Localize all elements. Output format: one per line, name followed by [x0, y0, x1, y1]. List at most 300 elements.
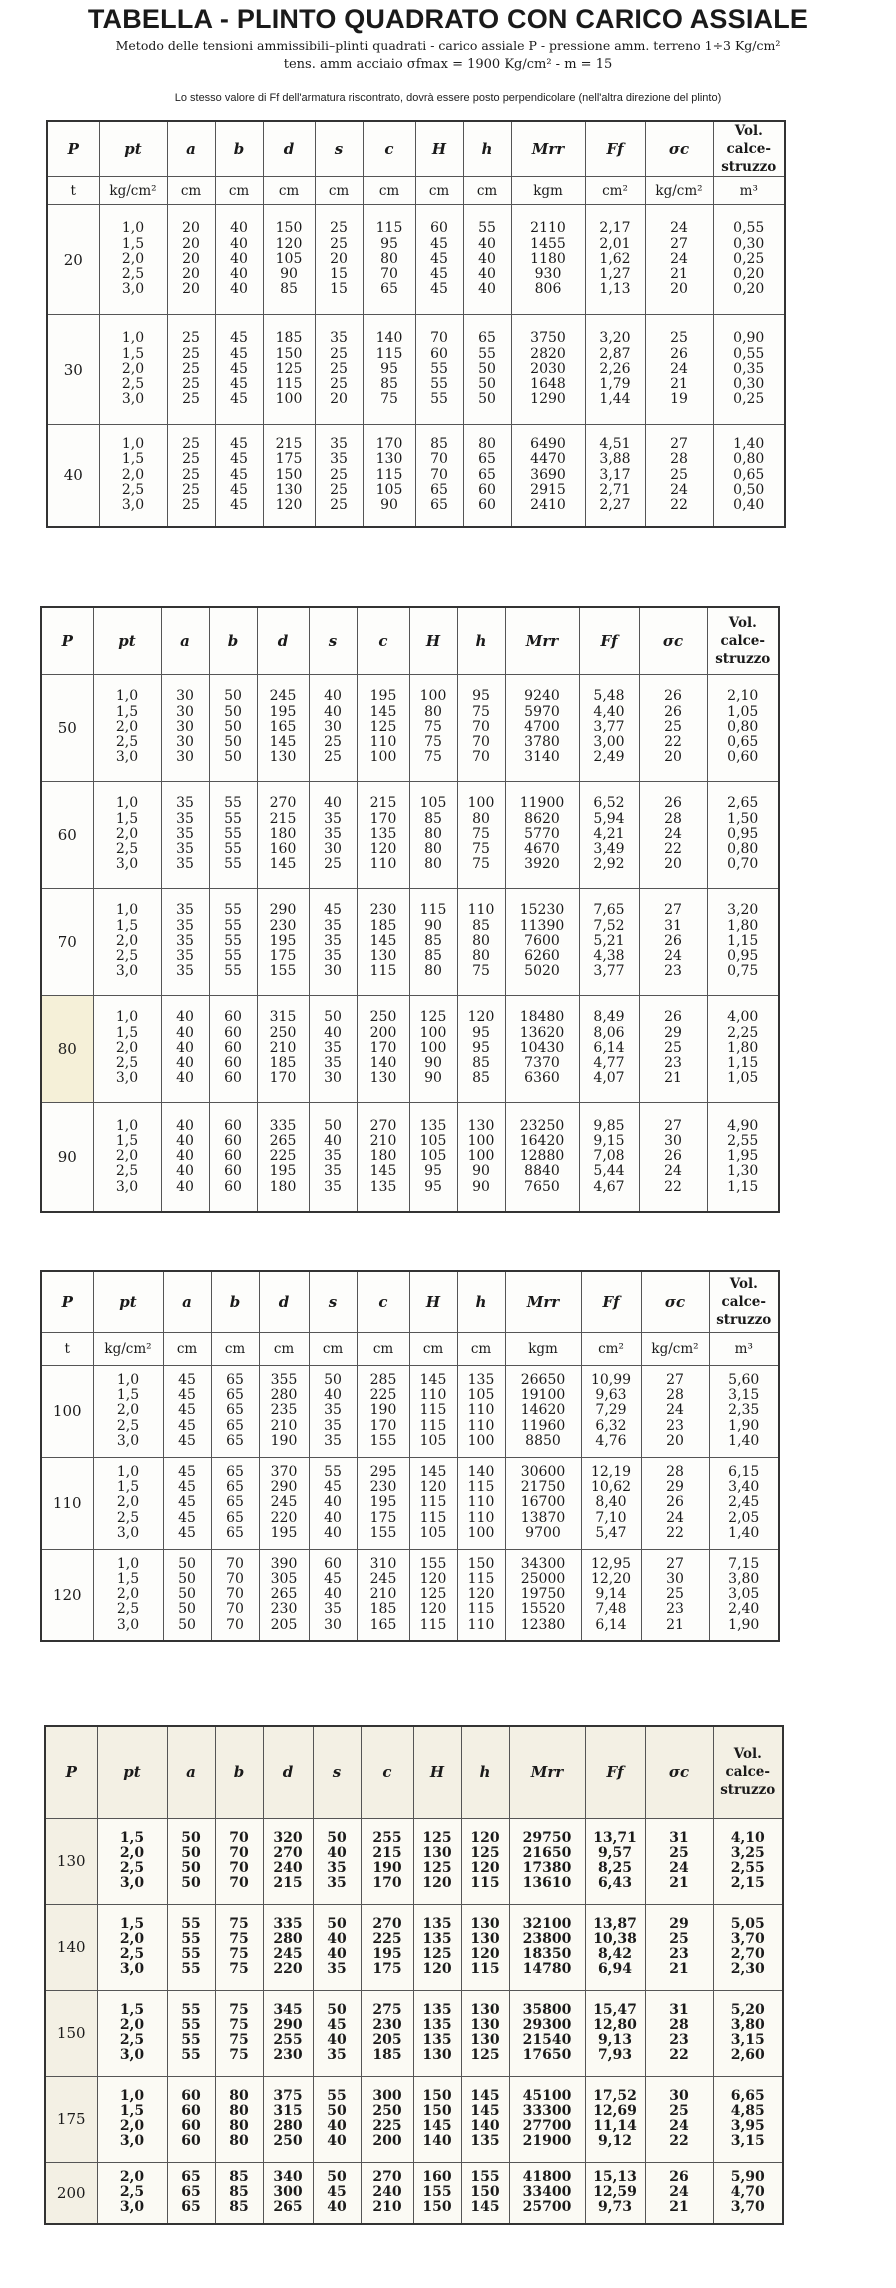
- b-header: b: [215, 1726, 263, 1818]
- header-row: [41, 1271, 779, 1332]
- pt-header: pt: [93, 1271, 163, 1332]
- ff-values: 15,47 12,80 9,13 7,93: [585, 1990, 645, 2076]
- c-values: 275 230 205 185: [361, 1990, 413, 2076]
- load-value: 120: [41, 1549, 93, 1641]
- pt-values: 1,0 1,5 2,0 2,5 3,0: [93, 674, 161, 781]
- s-values: 50 40 40 35: [313, 1904, 361, 1990]
- h-header: h: [457, 1271, 505, 1332]
- b-values: 45 45 45 45 45: [215, 315, 263, 425]
- h-values: 145 145 140 135: [461, 2076, 509, 2162]
- ff-values: 7,65 7,52 5,21 4,38 3,77: [579, 888, 639, 995]
- mrr-values: 3750 2820 2030 1648 1290: [511, 315, 585, 425]
- ff-values: 9,85 9,15 7,08 5,44 4,67: [579, 1102, 639, 1212]
- volume-values: 4,90 2,55 1,95 1,30 1,15: [707, 1102, 779, 1212]
- mrr-values: 35800 29300 21540 17650: [509, 1990, 585, 2076]
- load-value: 175: [45, 2076, 97, 2162]
- ff-values: 5,48 4,40 3,77 3,00 2,49: [579, 674, 639, 781]
- table-row: [47, 205, 785, 315]
- unit-a: cm: [163, 1332, 211, 1365]
- a-values: 35 35 35 35 35: [161, 781, 209, 888]
- units-row: [47, 177, 785, 205]
- H-values: 70 60 55 55 55: [415, 315, 463, 425]
- a-values: 60 60 60 60: [167, 2076, 215, 2162]
- H-values: 125 100 100 90 90: [409, 995, 457, 1102]
- p-header: P: [41, 607, 93, 674]
- mrr-values: 32100 23800 18350 14780: [509, 1904, 585, 1990]
- sigma-values: 29 25 23 21: [645, 1904, 713, 1990]
- d-values: 185 150 125 115 100: [263, 315, 315, 425]
- unit-c: cm: [357, 1332, 409, 1365]
- reinforcement-note: Lo stesso valore di Ff dell'armatura riscontrato, dovrà essere posto perpendicolare (nell'altra direzione del plinto): [174, 92, 722, 104]
- d-values: 245 195 165 145 130: [257, 674, 309, 781]
- load-value: 30: [47, 315, 99, 425]
- b-header: b: [211, 1271, 259, 1332]
- unit-pt: kg/cm²: [93, 1332, 163, 1365]
- c-values: 285 225 190 170 155: [357, 1365, 409, 1457]
- H-values: 160 155 150: [413, 2162, 461, 2224]
- pt-header: pt: [99, 121, 167, 177]
- sigma-header: σc: [639, 607, 707, 674]
- h-values: 100 80 75 75 75: [457, 781, 505, 888]
- h-values: 155 150 145: [461, 2162, 509, 2224]
- H-values: 125 130 125 120: [413, 1818, 461, 1904]
- unit-ff: cm²: [581, 1332, 641, 1365]
- ff-values: 15,13 12,59 9,73: [585, 2162, 645, 2224]
- s-values: 25 25 20 15 15: [315, 205, 363, 315]
- b-values: 60 60 60 60 60: [209, 1102, 257, 1212]
- volume-values: 6,65 4,85 3,95 3,15: [713, 2076, 783, 2162]
- sigma-values: 27 28 24 23 20: [641, 1365, 709, 1457]
- h-values: 110 85 80 80 75: [457, 888, 505, 995]
- a-values: 40 40 40 40 40: [161, 1102, 209, 1212]
- unit-mrr: kgm: [505, 1332, 581, 1365]
- volume-values: 4,00 2,25 1,80 1,15 1,05: [707, 995, 779, 1102]
- table-row: [45, 1818, 783, 1904]
- table-row: [41, 1549, 779, 1641]
- sigma-values: 27 30 25 23 21: [641, 1549, 709, 1641]
- h-header: h: [463, 121, 511, 177]
- header-row: [41, 607, 779, 674]
- c-values: 300 250 225 200: [361, 2076, 413, 2162]
- pt-values: 1,0 1,5 2,0 2,5 3,0: [99, 425, 167, 527]
- load-value: 100: [41, 1365, 93, 1457]
- h-values: 120 95 95 85 85: [457, 995, 505, 1102]
- b-values: 85 85 85: [215, 2162, 263, 2224]
- sigma-values: 26 28 24 22 20: [639, 781, 707, 888]
- s-values: 50 40 35 35: [313, 1818, 361, 1904]
- c-values: 230 185 145 130 115: [357, 888, 409, 995]
- H-header: H: [409, 1271, 457, 1332]
- s-values: 50 40 35 35 35: [309, 1365, 357, 1457]
- load-value: 20: [47, 205, 99, 315]
- p-header: P: [45, 1726, 97, 1818]
- d-values: 320 270 240 215: [263, 1818, 313, 1904]
- c-values: 140 115 95 85 75: [363, 315, 415, 425]
- volume-header: Vol. calce-struzzo: [713, 1726, 783, 1818]
- a-values: 20 20 20 20 20: [167, 205, 215, 315]
- pt-values: 1,0 1,5 2,0 2,5 3,0: [93, 1365, 163, 1457]
- table-row: [41, 888, 779, 995]
- unit-s: cm: [315, 177, 363, 205]
- d-header: d: [257, 607, 309, 674]
- b-values: 65 65 65 65 65: [211, 1457, 259, 1549]
- load-value: 50: [41, 674, 93, 781]
- mrr-values: 18480 13620 10430 7370 6360: [505, 995, 579, 1102]
- b-values: 50 50 50 50 50: [209, 674, 257, 781]
- a-values: 55 55 55 55: [167, 1904, 215, 1990]
- mrr-values: 9240 5970 4700 3780 3140: [505, 674, 579, 781]
- h-values: 95 75 70 70 70: [457, 674, 505, 781]
- a-values: 50 50 50 50: [167, 1818, 215, 1904]
- s-values: 40 35 35 30 25: [309, 781, 357, 888]
- table-row: [47, 315, 785, 425]
- d-header: d: [259, 1271, 309, 1332]
- H-values: 155 120 125 120 115: [409, 1549, 457, 1641]
- ff-values: 2,17 2,01 1,62 1,27 1,13: [585, 205, 645, 315]
- table-row: [41, 1102, 779, 1212]
- unit-pt: kg/cm²: [99, 177, 167, 205]
- b-values: 45 45 45 45 45: [215, 425, 263, 527]
- mrr-values: 30600 21750 16700 13870 9700: [505, 1457, 581, 1549]
- ff-values: 17,52 12,69 11,14 9,12: [585, 2076, 645, 2162]
- pt-values: 1,0 1,5 2,0 2,5 3,0: [99, 315, 167, 425]
- volume-values: 5,20 3,80 3,15 2,60: [713, 1990, 783, 2076]
- method-description: Metodo delle tensioni ammissibili–plinti quadrati - carico assiale P - pressione amm. terreno 1÷3 Kg/cm²: [115, 38, 781, 53]
- pt-header: pt: [97, 1726, 167, 1818]
- table-row: [45, 1904, 783, 1990]
- pt-values: 1,0 1,5 2,0 2,5 3,0: [93, 1549, 163, 1641]
- volume-values: 2,10 1,05 0,80 0,65 0,60: [707, 674, 779, 781]
- a-values: 55 55 55 55: [167, 1990, 215, 2076]
- volume-values: 5,60 3,15 2,35 1,90 1,40: [709, 1365, 779, 1457]
- d-values: 315 250 210 185 170: [257, 995, 309, 1102]
- sigma-values: 26 24 21: [645, 2162, 713, 2224]
- H-values: 85 70 70 65 65: [415, 425, 463, 527]
- d-values: 335 265 225 195 180: [257, 1102, 309, 1212]
- sigma-values: 27 28 25 24 22: [645, 425, 713, 527]
- d-header: d: [263, 1726, 313, 1818]
- b-header: b: [215, 121, 263, 177]
- H-values: 105 85 80 80 80: [409, 781, 457, 888]
- pt-values: 1,0 1,5 2,0 2,5 3,0: [93, 781, 161, 888]
- ff-values: 12,19 10,62 8,40 7,10 5,47: [581, 1457, 641, 1549]
- b-header: b: [209, 607, 257, 674]
- pt-values: 1,0 1,5 2,0 2,5 3,0: [93, 1102, 161, 1212]
- unit-H: cm: [415, 177, 463, 205]
- a-values: 30 30 30 30 30: [161, 674, 209, 781]
- b-values: 80 80 80 80: [215, 2076, 263, 2162]
- unit-d: cm: [259, 1332, 309, 1365]
- table-row: [45, 2076, 783, 2162]
- a-values: 25 25 25 25 25: [167, 425, 215, 527]
- mrr-values: 15230 11390 7600 6260 5020: [505, 888, 579, 995]
- d-values: 335 280 245 220: [263, 1904, 313, 1990]
- b-values: 55 55 55 55 55: [209, 781, 257, 888]
- volume-header: Vol. calce-struzzo: [707, 607, 779, 674]
- ff-header: Ff: [579, 607, 639, 674]
- table-row: [47, 425, 785, 527]
- d-values: 270 215 180 160 145: [257, 781, 309, 888]
- a-header: a: [161, 607, 209, 674]
- pt-values: 1,5 2,0 2,5 3,0: [97, 1990, 167, 2076]
- c-header: c: [357, 607, 409, 674]
- ff-values: 3,20 2,87 2,26 1,79 1,44: [585, 315, 645, 425]
- unit-ff: cm²: [585, 177, 645, 205]
- b-values: 55 55 55 55 55: [209, 888, 257, 995]
- h-values: 55 40 40 40 40: [463, 205, 511, 315]
- unit-b: cm: [215, 177, 263, 205]
- unit-h: cm: [457, 1332, 505, 1365]
- unit-b: cm: [211, 1332, 259, 1365]
- c-header: c: [361, 1726, 413, 1818]
- unit-volume: m³: [709, 1332, 779, 1365]
- a-values: 65 65 65: [167, 2162, 215, 2224]
- volume-values: 1,40 0,80 0,65 0,50 0,40: [713, 425, 785, 527]
- a-header: a: [167, 1726, 215, 1818]
- volume-values: 3,20 1,80 1,15 0,95 0,75: [707, 888, 779, 995]
- c-values: 250 200 170 140 130: [357, 995, 409, 1102]
- volume-values: 5,05 3,70 2,70 2,30: [713, 1904, 783, 1990]
- a-header: a: [167, 121, 215, 177]
- p-header: P: [47, 121, 99, 177]
- H-header: H: [415, 121, 463, 177]
- s-values: 45 35 35 35 30: [309, 888, 357, 995]
- pt-values: 1,0 1,5 2,0 2,5 3,0: [93, 995, 161, 1102]
- mrr-values: 34300 25000 19750 15520 12380: [505, 1549, 581, 1641]
- load-value: 80: [41, 995, 93, 1102]
- mrr-values: 11900 8620 5770 4670 3920: [505, 781, 579, 888]
- h-values: 130 100 100 90 90: [457, 1102, 505, 1212]
- H-values: 100 80 75 75 75: [409, 674, 457, 781]
- sigma-header: σc: [645, 1726, 713, 1818]
- table-row: [41, 781, 779, 888]
- volume-values: 0,90 0,55 0,35 0,30 0,25: [713, 315, 785, 425]
- table-row: [41, 674, 779, 781]
- h-values: 65 55 50 50 50: [463, 315, 511, 425]
- s-header: s: [309, 1271, 357, 1332]
- c-values: 310 245 210 185 165: [357, 1549, 409, 1641]
- load-value: 200: [45, 2162, 97, 2224]
- mrr-values: 6490 4470 3690 2915 2410: [511, 425, 585, 527]
- ff-values: 13,87 10,38 8,42 6,94: [585, 1904, 645, 1990]
- sigma-header: σc: [641, 1271, 709, 1332]
- H-values: 145 110 115 115 105: [409, 1365, 457, 1457]
- load-value: 130: [45, 1818, 97, 1904]
- volume-values: 4,10 3,25 2,55 2,15: [713, 1818, 783, 1904]
- sigma-values: 25 26 24 21 19: [645, 315, 713, 425]
- load-value: 40: [47, 425, 99, 527]
- c-values: 295 230 195 175 155: [357, 1457, 409, 1549]
- sigma-values: 26 29 25 23 21: [639, 995, 707, 1102]
- H-values: 135 105 105 95 95: [409, 1102, 457, 1212]
- pt-header: pt: [93, 607, 161, 674]
- ff-values: 4,51 3,88 3,17 2,71 2,27: [585, 425, 645, 527]
- H-header: H: [413, 1726, 461, 1818]
- s-header: s: [309, 607, 357, 674]
- s-header: s: [315, 121, 363, 177]
- a-values: 35 35 35 35 35: [161, 888, 209, 995]
- sigma-header: σc: [645, 121, 713, 177]
- unit-d: cm: [263, 177, 315, 205]
- mrr-header: Mrr: [505, 1271, 581, 1332]
- mrr-header: Mrr: [511, 121, 585, 177]
- pt-values: 1,0 1,5 2,0 2,5 3,0: [93, 888, 161, 995]
- c-values: 270 240 210: [361, 2162, 413, 2224]
- sigma-values: 27 30 26 24 22: [639, 1102, 707, 1212]
- a-values: 50 50 50 50 50: [163, 1549, 211, 1641]
- mrr-values: 45100 33300 27700 21900: [509, 2076, 585, 2162]
- unit-volume: m³: [713, 177, 785, 205]
- a-values: 25 25 25 25 25: [167, 315, 215, 425]
- mrr-values: 26650 19100 14620 11960 8850: [505, 1365, 581, 1457]
- unit-c: cm: [363, 177, 415, 205]
- foundation-table-4: [44, 1725, 784, 2225]
- sigma-values: 27 31 26 24 23: [639, 888, 707, 995]
- d-values: 345 290 255 230: [263, 1990, 313, 2076]
- b-values: 75 75 75 75: [215, 1904, 263, 1990]
- sigma-values: 31 28 23 22: [645, 1990, 713, 2076]
- d-header: d: [263, 121, 315, 177]
- a-values: 40 40 40 40 40: [161, 995, 209, 1102]
- H-header: H: [409, 607, 457, 674]
- s-values: 50 45 40 35: [313, 1990, 361, 2076]
- volume-values: 6,15 3,40 2,45 2,05 1,40: [709, 1457, 779, 1549]
- s-values: 60 45 40 35 30: [309, 1549, 357, 1641]
- mrr-header: Mrr: [509, 1726, 585, 1818]
- load-value: 140: [45, 1904, 97, 1990]
- b-values: 70 70 70 70 70: [211, 1549, 259, 1641]
- s-values: 55 45 40 40 40: [309, 1457, 357, 1549]
- volume-values: 0,55 0,30 0,25 0,20 0,20: [713, 205, 785, 315]
- c-values: 170 130 115 105 90: [363, 425, 415, 527]
- mrr-values: 29750 21650 17380 13610: [509, 1818, 585, 1904]
- b-values: 65 65 65 65 65: [211, 1365, 259, 1457]
- H-values: 135 135 125 120: [413, 1904, 461, 1990]
- c-header: c: [363, 121, 415, 177]
- c-values: 115 95 80 70 65: [363, 205, 415, 315]
- d-values: 150 120 105 90 85: [263, 205, 315, 315]
- header-row: [47, 121, 785, 177]
- d-values: 390 305 265 230 205: [259, 1549, 309, 1641]
- sigma-values: 30 25 24 22: [645, 2076, 713, 2162]
- volume-header: Vol. calce-struzzo: [713, 121, 785, 177]
- mrr-values: 2110 1455 1180 930 806: [511, 205, 585, 315]
- foundation-table-3: [40, 1270, 780, 1642]
- s-header: s: [313, 1726, 361, 1818]
- a-values: 45 45 45 45 45: [163, 1457, 211, 1549]
- s-values: 40 40 30 25 25: [309, 674, 357, 781]
- H-values: 145 120 115 115 105: [409, 1457, 457, 1549]
- load-value: 90: [41, 1102, 93, 1212]
- s-values: 35 35 25 25 25: [315, 425, 363, 527]
- h-values: 130 130 120 115: [461, 1904, 509, 1990]
- d-values: 375 315 280 250: [263, 2076, 313, 2162]
- unit-sigma: kg/cm²: [645, 177, 713, 205]
- table-row: [45, 1990, 783, 2076]
- b-values: 70 70 70 70: [215, 1818, 263, 1904]
- b-values: 40 40 40 40 40: [215, 205, 263, 315]
- unit-pressure: t: [41, 1332, 93, 1365]
- h-values: 140 115 110 110 100: [457, 1457, 505, 1549]
- c-values: 270 210 180 145 135: [357, 1102, 409, 1212]
- ff-header: Ff: [585, 121, 645, 177]
- ff-values: 10,99 9,63 7,29 6,32 4,76: [581, 1365, 641, 1457]
- h-values: 135 105 110 110 100: [457, 1365, 505, 1457]
- s-values: 50 40 35 35 30: [309, 995, 357, 1102]
- volume-values: 2,65 1,50 0,95 0,80 0,70: [707, 781, 779, 888]
- c-header: c: [357, 1271, 409, 1332]
- d-values: 355 280 235 210 190: [259, 1365, 309, 1457]
- ff-values: 13,71 9,57 8,25 6,43: [585, 1818, 645, 1904]
- ff-header: Ff: [581, 1271, 641, 1332]
- a-header: a: [163, 1271, 211, 1332]
- unit-H: cm: [409, 1332, 457, 1365]
- s-values: 50 40 35 35 35: [309, 1102, 357, 1212]
- table-row: [41, 1365, 779, 1457]
- foundation-table-2: [40, 606, 780, 1213]
- pt-values: 2,0 2,5 3,0: [97, 2162, 167, 2224]
- pt-values: 1,5 2,0 2,5 3,0: [97, 1818, 167, 1904]
- h-values: 120 125 120 115: [461, 1818, 509, 1904]
- c-values: 195 145 125 110 100: [357, 674, 409, 781]
- s-values: 50 45 40: [313, 2162, 361, 2224]
- pt-values: 1,0 1,5 2,0 2,5 3,0: [93, 1457, 163, 1549]
- sigma-values: 24 27 24 21 20: [645, 205, 713, 315]
- sigma-values: 31 25 24 21: [645, 1818, 713, 1904]
- ff-header: Ff: [585, 1726, 645, 1818]
- steel-stress-line: tens. amm acciaio σfmax = 1900 Kg/cm² - m = 15: [283, 57, 613, 72]
- units-row: [41, 1332, 779, 1365]
- unit-a: cm: [167, 177, 215, 205]
- volume-header: Vol. calce-struzzo: [709, 1271, 779, 1332]
- d-values: 340 300 265: [263, 2162, 313, 2224]
- c-values: 215 170 135 120 110: [357, 781, 409, 888]
- pt-values: 1,0 1,5 2,0 2,5 3,0: [99, 205, 167, 315]
- unit-mrr: kgm: [511, 177, 585, 205]
- p-header: P: [41, 1271, 93, 1332]
- sigma-values: 26 26 25 22 20: [639, 674, 707, 781]
- pt-values: 1,5 2,0 2,5 3,0: [97, 1904, 167, 1990]
- H-values: 150 150 145 140: [413, 2076, 461, 2162]
- b-values: 75 75 75 75: [215, 1990, 263, 2076]
- foundation-table-1: [46, 120, 786, 528]
- page-title: TABELLA - PLINTO QUADRATO CON CARICO ASSIALE: [87, 4, 809, 34]
- H-values: 135 135 135 130: [413, 1990, 461, 2076]
- unit-s: cm: [309, 1332, 357, 1365]
- c-values: 255 215 190 170: [361, 1818, 413, 1904]
- d-values: 215 175 150 130 120: [263, 425, 315, 527]
- s-values: 55 50 40 40: [313, 2076, 361, 2162]
- table-row: [41, 995, 779, 1102]
- s-values: 35 25 25 25 20: [315, 315, 363, 425]
- pt-values: 1,0 1,5 2,0 3,0: [97, 2076, 167, 2162]
- volume-values: 7,15 3,80 3,05 2,40 1,90: [709, 1549, 779, 1641]
- h-header: h: [461, 1726, 509, 1818]
- ff-values: 6,52 5,94 4,21 3,49 2,92: [579, 781, 639, 888]
- table-row: [41, 1457, 779, 1549]
- b-values: 60 60 60 60 60: [209, 995, 257, 1102]
- mrr-values: 23250 16420 12880 8840 7650: [505, 1102, 579, 1212]
- unit-sigma: kg/cm²: [641, 1332, 709, 1365]
- unit-pressure: t: [47, 177, 99, 205]
- h-values: 150 115 120 115 110: [457, 1549, 505, 1641]
- load-value: 70: [41, 888, 93, 995]
- unit-h: cm: [463, 177, 511, 205]
- sigma-values: 28 29 26 24 22: [641, 1457, 709, 1549]
- h-values: 130 130 130 125: [461, 1990, 509, 2076]
- header-row: [45, 1726, 783, 1818]
- a-values: 45 45 45 45 45: [163, 1365, 211, 1457]
